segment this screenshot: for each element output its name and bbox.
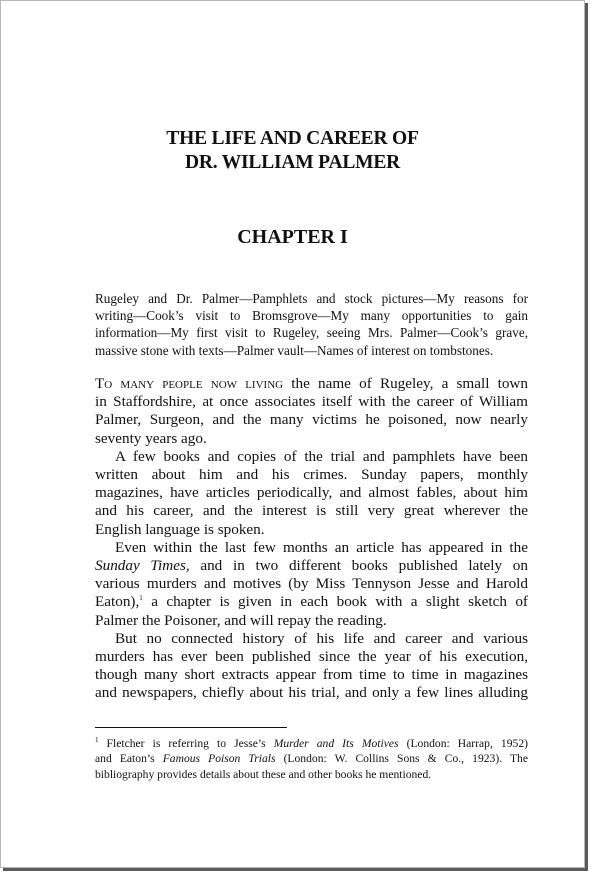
- body-text-span: the name of Rugeley, a small town: [283, 375, 528, 392]
- footnote-line: [95, 751, 528, 766]
- body-line: magazines, have articles periodically, and almost fables, about him: [95, 484, 528, 502]
- footnote-reference[interactable]: 1: [139, 594, 143, 603]
- footnote-divider: [95, 727, 287, 728]
- footnote-text: (London: W. Collins Sons & Co., 1923). The: [275, 752, 528, 766]
- footnote-text: Fletcher is referring to Jesse’s: [98, 737, 274, 750]
- body-text: [95, 375, 528, 703]
- footnote-mark: 1: [95, 736, 99, 745]
- body-line: [95, 375, 528, 393]
- body-line: various murders and motives (by Miss Tennyson Jesse and Harold: [95, 575, 528, 593]
- body-text-span: a chapter is given in each book with a slight sketch of: [142, 593, 528, 611]
- italic-title: Sunday Times,: [95, 557, 190, 575]
- body-line: though many short extracts appear from time to time in magazines: [95, 666, 528, 684]
- chapter-synopsis: [95, 290, 528, 359]
- book-title-line-1: THE LIFE AND CAREER OF: [166, 128, 419, 149]
- body-line: [95, 593, 528, 611]
- footnote-line: bibliography provides details about these and other books he mentioned.: [95, 767, 432, 781]
- footnote-text: and Eaton’s: [95, 752, 163, 766]
- body-text-span: Eaton),: [95, 593, 140, 611]
- body-line: Even within the last few months an article has appeared in the: [115, 538, 528, 556]
- body-line: Palmer the Poisoner, and will repay the reading.: [95, 611, 387, 629]
- synopsis-line: Rugeley and Dr. Palmer—Pamphlets and stock pictures—My reasons for: [95, 291, 528, 306]
- synopsis-line: massive stone with texts—Palmer vault—Names of interest on tombstones.: [95, 342, 494, 358]
- book-title: [1, 127, 584, 175]
- body-line: English language is spoken.: [95, 520, 265, 538]
- footnote-text: (London: Harrap, 1952): [398, 737, 528, 750]
- body-line: and his career, and the interest is still very great wherever the: [95, 502, 528, 520]
- footnote: [95, 736, 528, 782]
- footnote-line: [95, 736, 528, 751]
- footnote-book-title: Famous Poison Trials: [162, 752, 276, 766]
- synopsis-line: information—My first visit to Rugeley, seeing Mrs. Palmer—Cook’s grave,: [95, 325, 528, 341]
- body-line: murders has ever been published since the year of his execution,: [95, 648, 528, 666]
- body-line: A few books and copies of the trial and pamphlets have been: [115, 447, 528, 465]
- footnote-book-title: Murder and Its Motives: [273, 737, 399, 750]
- body-line: seventy years ago.: [95, 429, 207, 447]
- body-line: in Staffordshire, at once associates itself with the career of William: [95, 393, 528, 411]
- body-line: Palmer, Surgeon, and the many victims he poisoned, now nearly: [95, 411, 528, 429]
- book-title-line-2: DR. WILLIAM PALMER: [184, 152, 401, 173]
- body-line: [95, 557, 528, 575]
- body-line: But no connected history of his life and career and various: [115, 629, 528, 647]
- opening-small-caps: To many people now living: [95, 375, 284, 392]
- chapter-heading: CHAPTER I: [237, 226, 348, 248]
- body-line: written about him and his crimes. Sunday papers, monthly: [95, 466, 528, 484]
- body-text-span: and in two different books published lately on: [189, 557, 528, 575]
- synopsis-line: writing—Cook’s visit to Bromsgrove—My many opportunities to gain: [95, 308, 528, 324]
- body-line: and newspapers, chiefly about his trial, and only a few lines alluding: [95, 684, 528, 702]
